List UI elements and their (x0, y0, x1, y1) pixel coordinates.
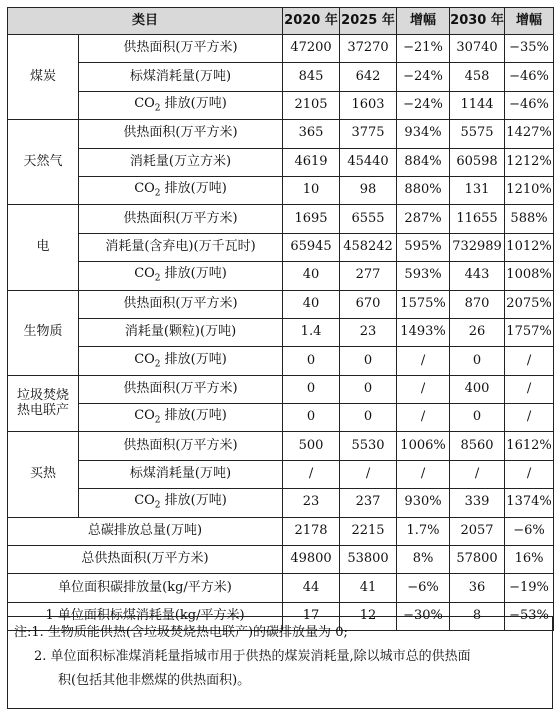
value-2030: 458 (450, 63, 505, 91)
summary-row (8, 546, 554, 574)
table-row (8, 347, 554, 375)
value-2020: 365 (283, 120, 340, 148)
item-cell: 供热面积(万平方米) (79, 35, 283, 63)
increase-2030: 1427% (505, 120, 554, 148)
increase-2025: −24% (397, 91, 450, 119)
value-2025: 41 (340, 574, 397, 602)
value-2020: 44 (283, 574, 340, 602)
value-2030: 8 (450, 602, 505, 630)
increase-2030: −46% (505, 63, 554, 91)
increase-2025: 1493% (397, 318, 450, 346)
item-subscript: 2 (154, 103, 161, 114)
increase-2030: 1008% (505, 262, 554, 290)
value-2025: 0 (340, 347, 397, 375)
increase-2025: 1.7% (397, 517, 450, 545)
item-subscript: 2 (154, 359, 161, 370)
value-2025: 37270 (340, 35, 397, 63)
increase-2030: −35% (505, 35, 554, 63)
category-cell (8, 432, 79, 517)
table-header-row (8, 8, 554, 35)
category-label: 垃圾焚烧 (16, 387, 69, 403)
table-row (8, 290, 554, 318)
summary-label: 单位面积碳排放量(kg/平方米) (8, 574, 283, 602)
category-cell (8, 35, 79, 120)
table-row (8, 176, 554, 204)
increase-2025: 930% (397, 489, 450, 517)
increase-2030: / (505, 404, 554, 432)
value-2020: 500 (283, 432, 340, 460)
table-row (8, 489, 554, 517)
increase-2025: / (397, 404, 450, 432)
value-2030: 443 (450, 262, 505, 290)
value-2020: 49800 (283, 546, 340, 574)
increase-2030: −46% (505, 91, 554, 119)
category-cell (8, 290, 79, 375)
value-2020: 10 (283, 176, 340, 204)
category-label: 生物质 (23, 324, 63, 340)
increase-2025: −24% (397, 63, 450, 91)
value-2030: 1144 (450, 91, 505, 119)
value-2030: 5575 (450, 120, 505, 148)
value-2020: 23 (283, 489, 340, 517)
table-row (8, 205, 554, 233)
category-cell (8, 375, 79, 432)
increase-2030: 1012% (505, 233, 554, 261)
table-row (8, 148, 554, 176)
value-2020: 0 (283, 347, 340, 375)
increase-2025: 1006% (397, 432, 450, 460)
increase-2025: −30% (397, 602, 450, 630)
value-2025: 3775 (340, 120, 397, 148)
value-2025: 6555 (340, 205, 397, 233)
value-2025: 53800 (340, 546, 397, 574)
increase-2030: 1212% (505, 148, 554, 176)
increase-2025: 1575% (397, 290, 450, 318)
category-label: 电 (36, 238, 50, 254)
increase-2030: 2075% (505, 290, 554, 318)
category-label: 买热 (29, 466, 56, 482)
note-line-3: 积(包括其他非燃煤的供热面积)。 (58, 673, 251, 688)
header-year-2030: 2030 年 (450, 8, 505, 35)
item-label: CO (134, 181, 155, 197)
table-row (8, 375, 554, 403)
increase-2025: 884% (397, 148, 450, 176)
increase-2025: / (397, 347, 450, 375)
value-2030: 30740 (450, 35, 505, 63)
value-2030: 60598 (450, 148, 505, 176)
table-row (8, 120, 554, 148)
item-label-suffix: 排放(万吨) (160, 181, 227, 197)
value-2025: 237 (340, 489, 397, 517)
summary-label: 总供热面积(万平方米) (8, 546, 283, 574)
increase-2030: −6% (505, 517, 554, 545)
value-2020: 0 (283, 404, 340, 432)
value-2020: 47200 (283, 35, 340, 63)
value-2025: 458242 (340, 233, 397, 261)
item-cell: 供热面积(万平方米) (79, 120, 283, 148)
table-row (8, 460, 554, 488)
table-row (8, 404, 554, 432)
summary-label: 1 单位面积标煤消耗量(kg/平方米) (8, 602, 283, 630)
item-label: CO (134, 493, 155, 509)
item-label: CO (134, 96, 155, 111)
table-row (8, 318, 554, 346)
increase-2030: / (505, 375, 554, 403)
value-2030: 57800 (450, 546, 505, 574)
category-cell (8, 120, 79, 205)
item-label-suffix: 排放(万吨) (160, 408, 227, 424)
item-label: CO (134, 351, 155, 367)
item-cell: 供热面积(万平方米) (79, 205, 283, 233)
value-2030: 11655 (450, 205, 505, 233)
value-2030: 400 (450, 375, 505, 403)
note-line-1: 注:1. 生物质能供热(含垃圾焚烧热电联产)的碳排放量为 0; (14, 625, 348, 640)
header-increase-2030: 增幅 (505, 8, 554, 35)
value-2025: 5530 (340, 432, 397, 460)
value-2025: 670 (340, 290, 397, 318)
item-subscript: 2 (154, 415, 161, 426)
value-2020: 17 (283, 602, 340, 630)
category-label: 煤炭 (29, 68, 56, 84)
item-cell (79, 489, 283, 517)
item-cell: 消耗量(颗粒)(万吨) (79, 318, 283, 346)
item-subscript: 2 (154, 273, 161, 284)
item-cell (79, 91, 283, 119)
item-label: CO (134, 408, 155, 424)
header-category: 类目 (8, 8, 283, 35)
value-2020: 40 (283, 290, 340, 318)
item-cell: 消耗量(含弃电)(万千瓦时) (79, 233, 283, 261)
item-label-suffix: 排放(万吨) (160, 96, 227, 111)
item-cell: 标煤消耗量(万吨) (79, 460, 283, 488)
value-2025: 1603 (340, 91, 397, 119)
item-label-suffix: 排放(万吨) (160, 493, 227, 509)
table-row (8, 63, 554, 91)
table-notes (7, 616, 553, 709)
item-cell: 标煤消耗量(万吨) (79, 63, 283, 91)
value-2025: 0 (340, 404, 397, 432)
table-row (8, 432, 554, 460)
item-cell: 供热面积(万平方米) (79, 375, 283, 403)
value-2030: 2057 (450, 517, 505, 545)
item-cell: 消耗量(万立方米) (79, 148, 283, 176)
increase-2025: 593% (397, 262, 450, 290)
value-2025: 12 (340, 602, 397, 630)
value-2025: 98 (340, 176, 397, 204)
value-2020: 1.4 (283, 318, 340, 346)
table-row (8, 233, 554, 261)
value-2020: / (283, 460, 340, 488)
value-2020: 845 (283, 63, 340, 91)
increase-2030: 16% (505, 546, 554, 574)
table-row (8, 35, 554, 63)
increase-2030: 1210% (505, 176, 554, 204)
item-subscript: 2 (154, 501, 161, 512)
item-cell (79, 347, 283, 375)
item-label-suffix: 排放(万吨) (160, 351, 227, 367)
item-cell (79, 176, 283, 204)
header-year-2025: 2025 年 (340, 8, 397, 35)
value-2030: 26 (450, 318, 505, 346)
value-2025: / (340, 460, 397, 488)
increase-2025: 934% (397, 120, 450, 148)
increase-2025: / (397, 460, 450, 488)
value-2020: 2105 (283, 91, 340, 119)
increase-2025: 8% (397, 546, 450, 574)
value-2030: 732989 (450, 233, 505, 261)
summary-row (8, 517, 554, 545)
table-row (8, 91, 554, 119)
category-label: 热电联产 (16, 402, 69, 418)
value-2030: 0 (450, 404, 505, 432)
increase-2030: 1374% (505, 489, 554, 517)
value-2030: 131 (450, 176, 505, 204)
value-2030: / (450, 460, 505, 488)
increase-2025: 595% (397, 233, 450, 261)
increase-2030: / (505, 460, 554, 488)
increase-2030: 1612% (505, 432, 554, 460)
category-label: 天然气 (23, 153, 63, 169)
value-2030: 339 (450, 489, 505, 517)
value-2020: 1695 (283, 205, 340, 233)
heating-statistics-table (7, 7, 554, 631)
table-row (8, 262, 554, 290)
item-cell (79, 404, 283, 432)
increase-2025: −21% (397, 35, 450, 63)
value-2025: 45440 (340, 148, 397, 176)
increase-2030: 1757% (505, 318, 554, 346)
category-cell (8, 205, 79, 290)
increase-2025: −6% (397, 574, 450, 602)
increase-2030: / (505, 347, 554, 375)
increase-2030: −53% (505, 602, 554, 630)
value-2030: 36 (450, 574, 505, 602)
item-cell: 供热面积(万平方米) (79, 432, 283, 460)
increase-2025: / (397, 375, 450, 403)
value-2020: 65945 (283, 233, 340, 261)
increase-2030: −19% (505, 574, 554, 602)
value-2020: 40 (283, 262, 340, 290)
value-2030: 870 (450, 290, 505, 318)
value-2025: 277 (340, 262, 397, 290)
header-increase-2025: 增幅 (397, 8, 450, 35)
value-2025: 23 (340, 318, 397, 346)
item-cell: 供热面积(万平方米) (79, 290, 283, 318)
value-2025: 0 (340, 375, 397, 403)
increase-2025: 287% (397, 205, 450, 233)
item-label-suffix: 排放(万吨) (160, 266, 227, 282)
value-2025: 2215 (340, 517, 397, 545)
summary-row (8, 574, 554, 602)
header-year-2020: 2020 年 (283, 8, 340, 35)
value-2020: 2178 (283, 517, 340, 545)
value-2020: 0 (283, 375, 340, 403)
item-subscript: 2 (154, 188, 161, 199)
item-cell (79, 262, 283, 290)
value-2020: 4619 (283, 148, 340, 176)
increase-2025: 880% (397, 176, 450, 204)
value-2025: 642 (340, 63, 397, 91)
value-2030: 0 (450, 347, 505, 375)
increase-2030: 588% (505, 205, 554, 233)
summary-label: 总碳排放总量(万吨) (8, 517, 283, 545)
value-2030: 8560 (450, 432, 505, 460)
item-label: CO (134, 266, 155, 282)
note-line-2: 2. 单位面积标准煤消耗量指城市用于供热的煤炭消耗量,除以城市总的供热面 (34, 649, 471, 664)
